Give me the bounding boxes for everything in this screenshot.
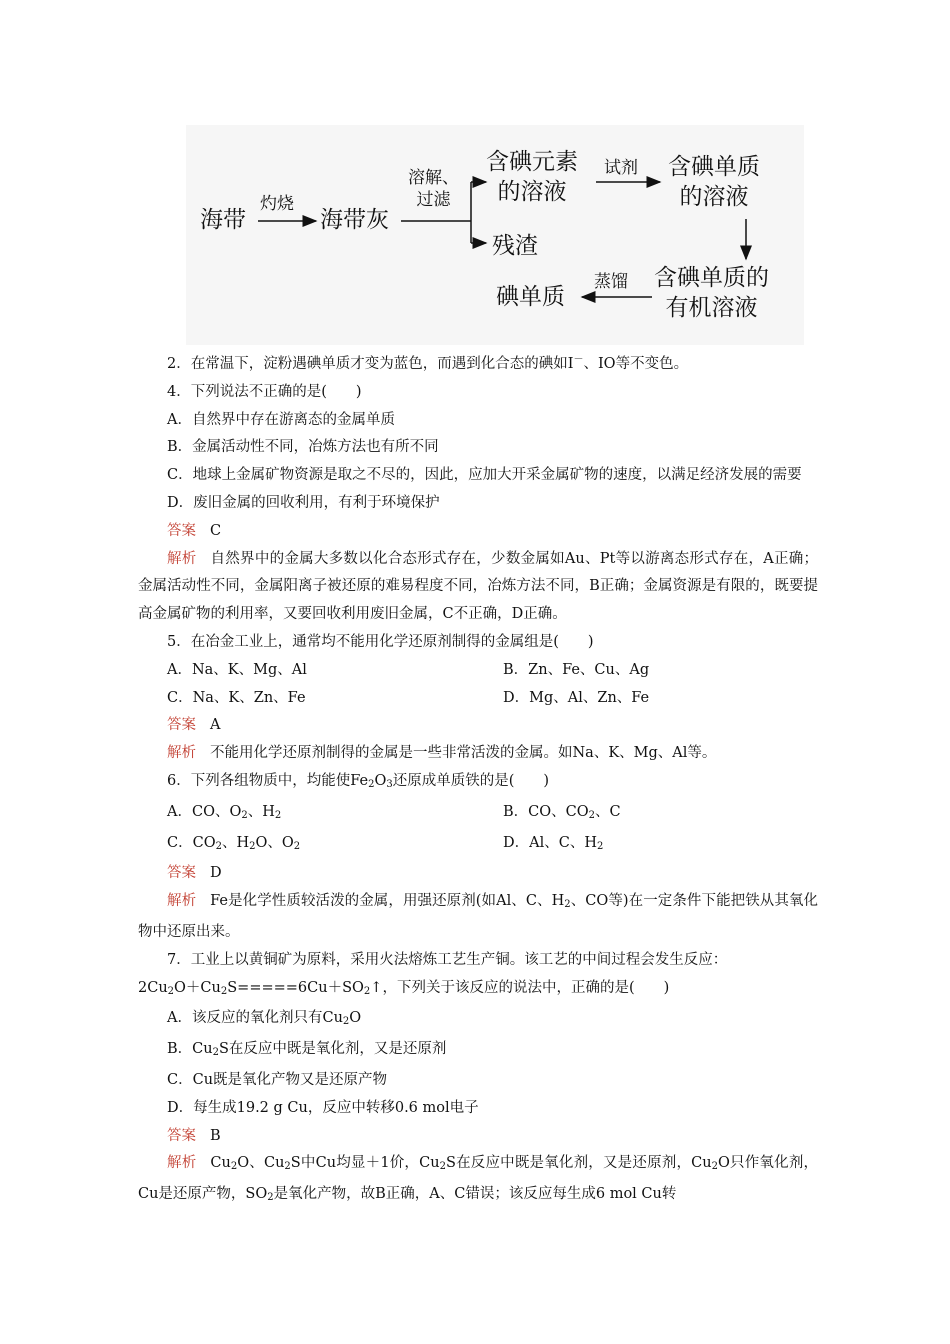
analysis-4: 解析 自然界中的金属大多数以化合态形式存在，少数金属如Au、Pt等以游离态形式存在，A正确；金属活动性不同，金属阳离子被还原的难易程度不同，冶炼方法不同，B正确；金属资源是有限的，既要提高金属矿物的利用率，又要回收利用废旧金属，C不正确，D正确。 — [138, 550, 818, 623]
analysis-label: 解析 — [167, 550, 197, 567]
analysis-label: 解析 — [167, 1155, 197, 1172]
option-4a: A．自然界中存在游离态的金属单质 — [167, 411, 395, 428]
answer-5: 答案 A — [167, 717, 221, 734]
node-iodine: 碘单质 — [496, 284, 565, 310]
node-residue: 残渣 — [492, 233, 538, 259]
option-4d: D．废旧金属的回收利用，有利于环境保护 — [167, 494, 440, 511]
document-body — [138, 346, 818, 1212]
answer-label: 答案 — [167, 717, 196, 734]
question-7: 7．工业上以黄铜矿为原料，采用火法熔炼工艺生产铜。该工艺的中间过程会发生反应： — [167, 951, 728, 968]
node-haidai: 海带 — [200, 207, 246, 233]
question-5: 5．在冶金工业上，通常均不能用化学还原剂制得的金属组是( ) — [167, 633, 594, 650]
option-5c: C．Na、K、Zn、Fe — [167, 689, 306, 706]
analysis-label: 解析 — [167, 745, 196, 762]
answer-label: 答案 — [167, 865, 196, 882]
answer-4: 答案 C — [167, 522, 222, 539]
question-4: 4．下列说法不正确的是( ) — [167, 383, 362, 400]
label-distill: 蒸馏 — [594, 272, 628, 292]
node-line2: 有机溶液 — [665, 295, 758, 321]
option-7d: D．每生成19.2 g Cu，反应中转移0.6 mol电子 — [167, 1099, 479, 1116]
answer-label: 答案 — [167, 1127, 196, 1144]
node-line2: 的溶液 — [497, 179, 567, 205]
analysis-5: 解析 不能用化学还原剂制得的金属是一些非常活泼的金属。如Na、K、Mg、Al等。 — [167, 745, 717, 762]
option-6c: C．$CO_2$、$H_2O$、$O_2$ — [167, 834, 301, 852]
analysis-label: 解析 — [167, 893, 197, 910]
label-dissolve — [408, 167, 459, 211]
option-5d: D．Mg、Al、Zn、Fe — [503, 689, 650, 706]
option-6a: A．CO、$O_2$、$H_2$ — [167, 803, 282, 821]
label-dissolve-line1: 溶解、 — [408, 168, 459, 188]
options-5-row1 — [138, 657, 818, 685]
option-6d: D．Al、C、$H_2$ — [503, 834, 604, 852]
node-line1: 含碘单质 — [668, 154, 760, 180]
option-4c: C．地球上金属矿物资源是取之不尽的，因此，应加大开采金属矿物的速度，以满足经济发展的需要 — [167, 467, 802, 484]
node-organic-solution — [654, 263, 769, 323]
options-5-row2 — [138, 685, 818, 713]
label-burn: 灼烧 — [260, 194, 294, 214]
node-haidaihui: 海带灰 — [320, 207, 389, 233]
label-dissolve-line2: 过滤 — [416, 190, 451, 210]
option-5a: A．Na、K、Mg、Al — [167, 661, 307, 678]
answer-7: 答案 B — [167, 1127, 221, 1144]
note-2: 2．在常温下，淀粉遇碘单质才变为蓝色，而遇到化合态的碘如I－、IO等不变色。 — [167, 354, 689, 372]
answer-6: 答案 D — [167, 865, 222, 882]
analysis-6: 解析 Fe是化学性质较活泼的金属，用强还原剂(如Al、C、$H_2$、CO等)在一定条件下能把铁从其氧化物中还原出来。 — [138, 893, 819, 940]
flow-diagram — [186, 125, 804, 345]
node-line2: 的溶液 — [679, 184, 749, 210]
options-6-row2 — [138, 830, 818, 861]
question-6: 6．下列各组物质中，均能使$Fe_2O_3$还原成单质铁的是( ) — [167, 772, 550, 790]
label-reagent: 试剂 — [604, 158, 638, 178]
node-iodine-solution — [668, 152, 760, 212]
option-7c: C．Cu既是氧化产物又是还原产物 — [167, 1071, 388, 1088]
node-iodine-element-solution — [486, 147, 578, 207]
option-4b: B．金属活动性不同，冶炼方法也有所不同 — [167, 439, 439, 456]
analysis-7: 解析 $Cu_2O$、$Cu_2S$中Cu均显＋1价，$Cu_2S$在反应中既是氧化剂，又是还原剂，$Cu_2O$只作氧化剂，Cu是还原产物，$SO_2$是氧化产物，故B正确，A、C错误；该反应每生成6 mol Cu转 — [138, 1155, 819, 1204]
option-6b: B．CO、$CO_2$、C — [503, 803, 621, 821]
option-7a: A．该反应的氧化剂只有$Cu_2O$ — [167, 1010, 362, 1028]
option-7b: B．$Cu_2S$在反应中既是氧化剂，又是还原剂 — [167, 1041, 447, 1059]
question-7-equation: $2Cu_2O+Cu_2S=====6Cu+SO_2↑$，下列关于该反应的说法中，正确的是( ) — [138, 979, 670, 997]
option-5b: B．Zn、Fe、Cu、Ag — [503, 661, 650, 678]
options-6-row1 — [138, 799, 818, 830]
node-line1: 含碘单质的 — [654, 265, 769, 291]
answer-label: 答案 — [167, 522, 196, 539]
node-line1: 含碘元素 — [486, 149, 578, 175]
